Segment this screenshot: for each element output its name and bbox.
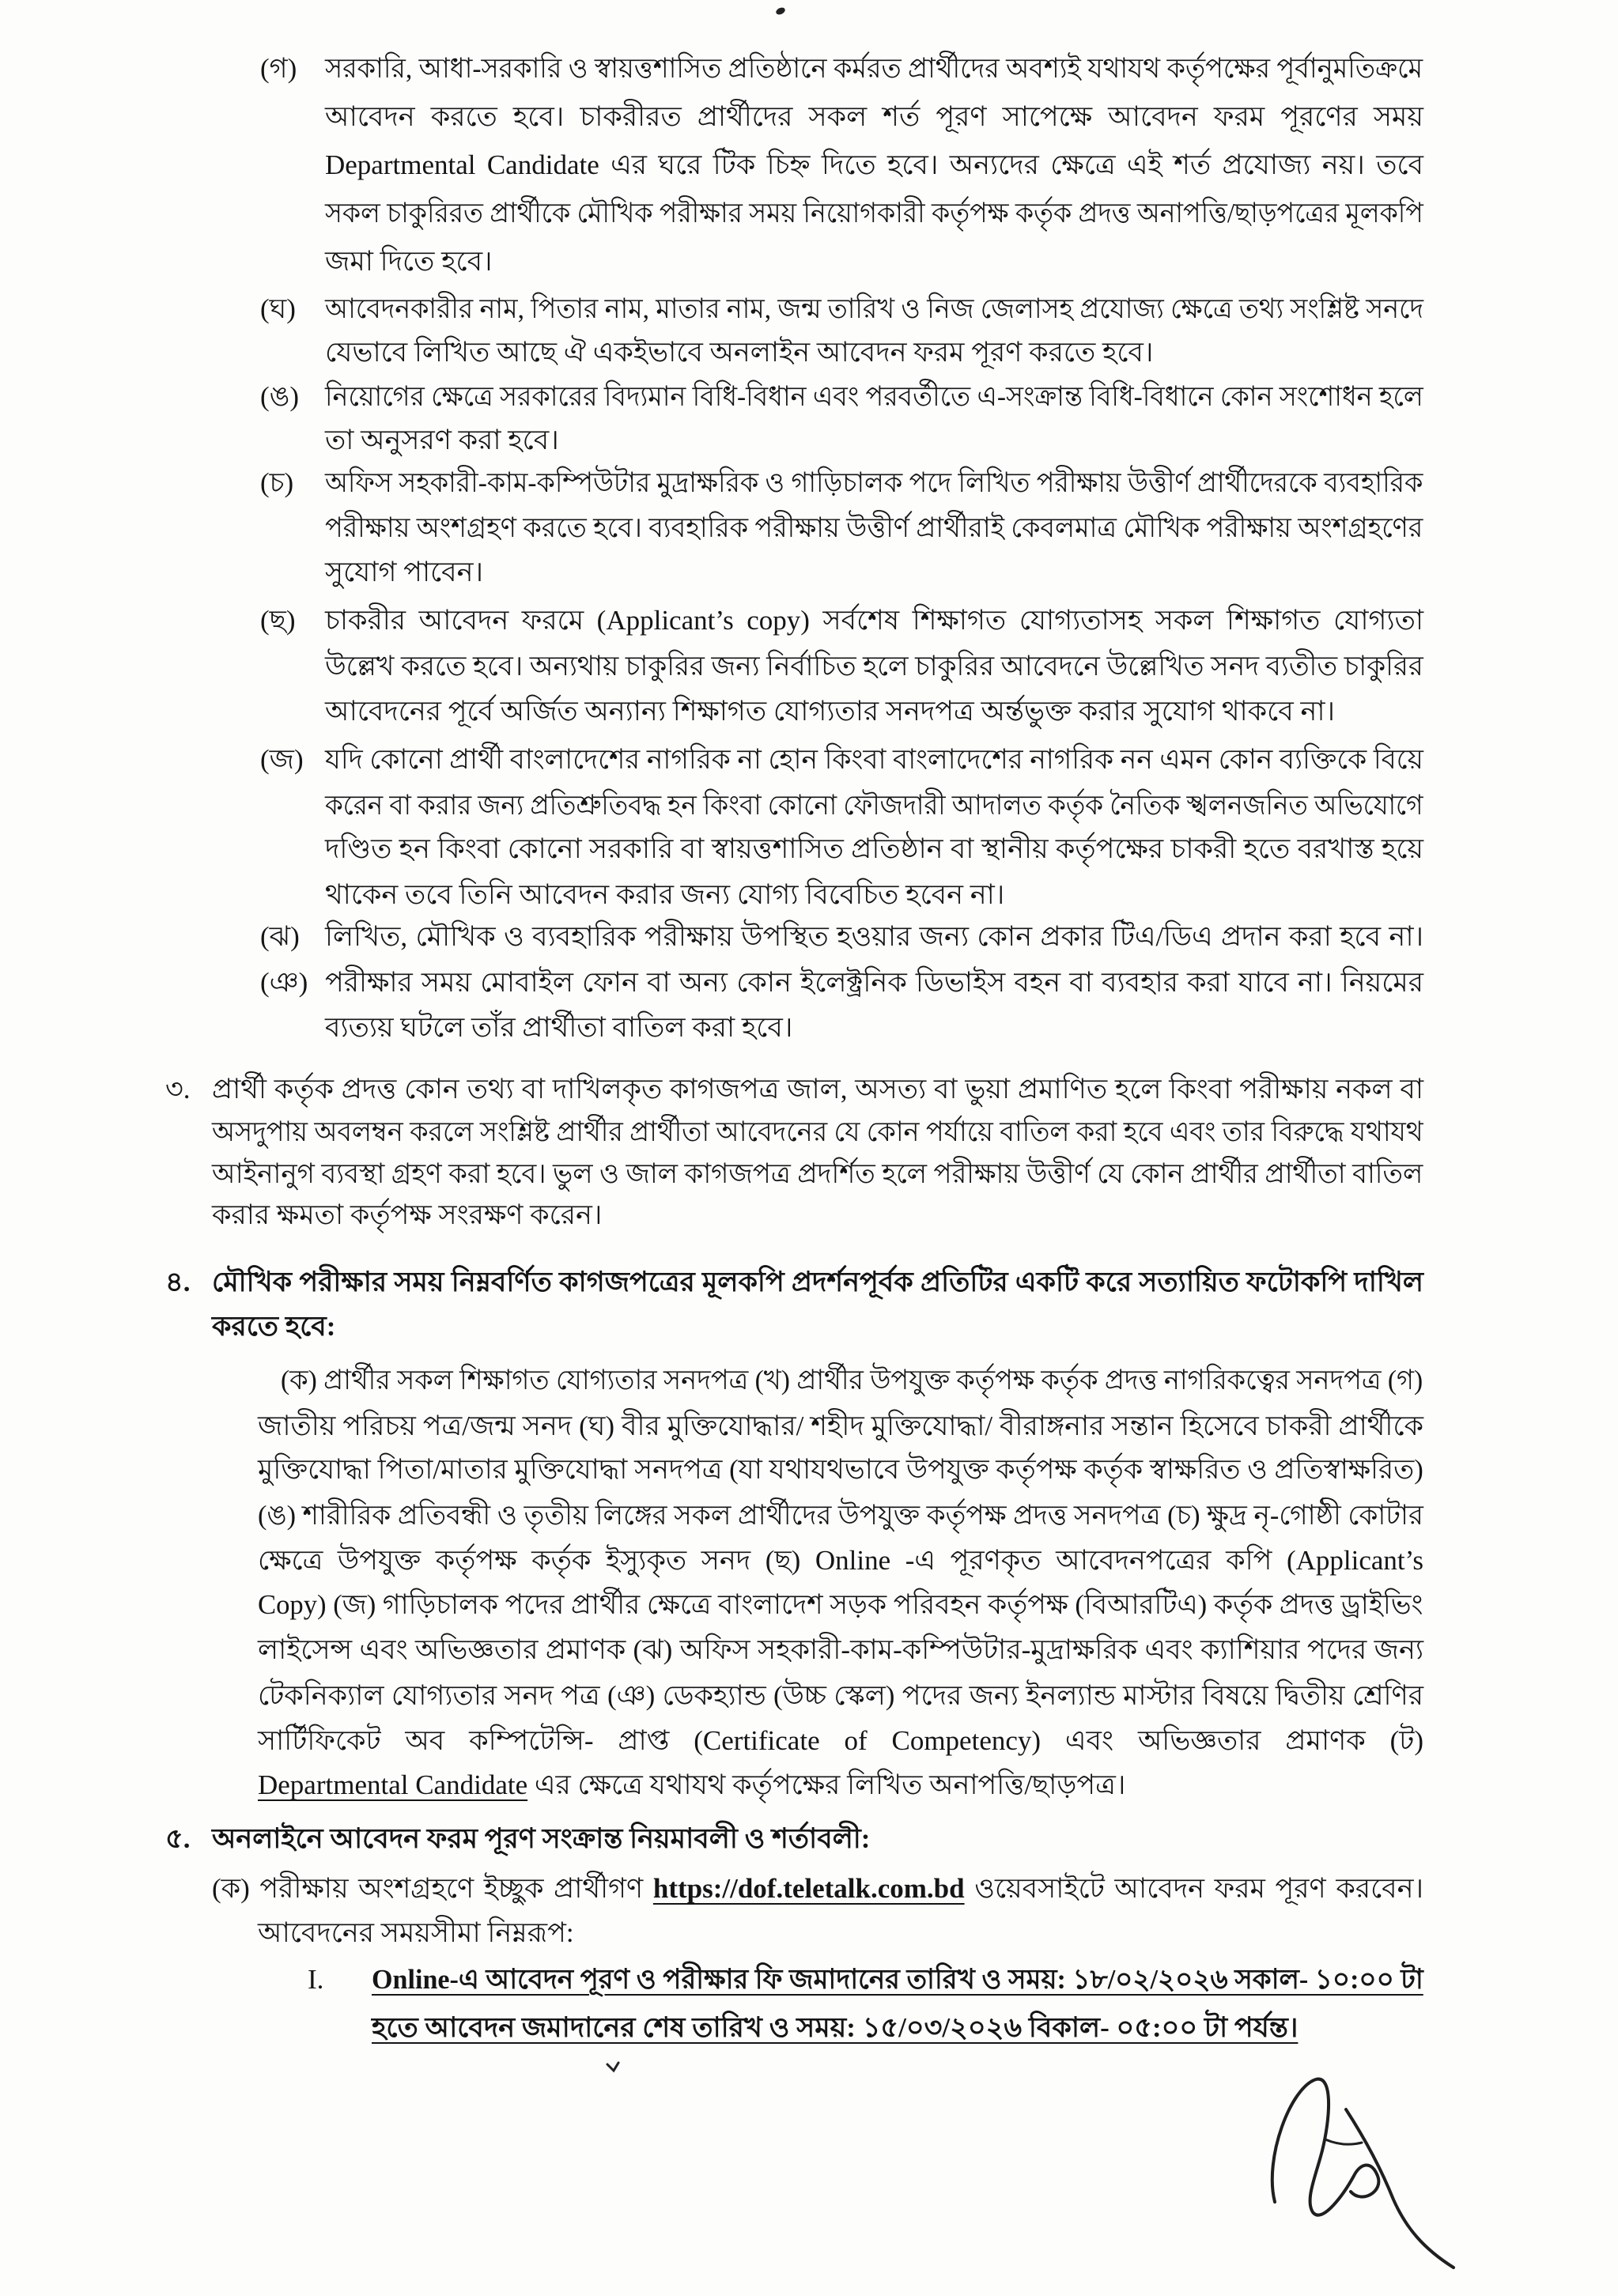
item-g-label: (গ): [260, 53, 297, 84]
documents-list-line: টেকনিক্যাল যোগ্যতার সনদ পত্র (ঞ) ডেকহ্যান্ড (উচ্চ স্কেল) পদের জন্য ইনল্যান্ড মাস্টার বিষয়ে দ্বিতীয় শ্রেণির: [258, 1680, 1423, 1711]
item-j-line: যদি কোনো প্রার্থী বাংলাদেশের নাগরিক না হোন কিংবা বাংলাদেশের নাগরিক নন এমন কোন ব্যক্তিকে বিয়ে: [325, 744, 1423, 775]
deadline-label: I.: [308, 1964, 324, 1995]
section-3-number: ৩.: [165, 1074, 191, 1105]
item-gh-line: যেভাবে লিখিত আছে ঐ একইভাবে অনলাইন আবেদন ফরম পূরণ করতে হবে।: [325, 337, 1154, 368]
item-k-text: পরীক্ষায় অংশগ্রহণে ইচ্ছুক প্রার্থীগণ: [259, 1873, 644, 1904]
departmental-candidate-text: Departmental Candidate: [258, 1769, 528, 1800]
item-chh-line: আবেদনের পূর্বে অর্জিত অন্যান্য শিক্ষাগত যোগ্যতার সনদপত্র অর্ন্তভুক্ত করার সুযোগ থাকবে না।: [325, 696, 1336, 727]
item-ch-line: অফিস সহকারী-কাম-কম্পিউটার মুদ্রাক্ষরিক ও গাড়িচালক পদে লিখিত পরীক্ষায় উত্তীর্ণ প্রার্থীদেরকে ব্যবহারিক: [325, 467, 1423, 498]
item-ng-line: তা অনুসরণ করা হবে।: [325, 425, 559, 455]
section-3-line: প্রার্থী কর্তৃক প্রদত্ত কোন তথ্য বা দাখিলকৃত কাগজপত্র জাল, অসত্য বা ভুয়া প্রমাণিত হলে কিংবা পরীক্ষায় নকল বা: [212, 1074, 1423, 1105]
section-5-number: ৫.: [165, 1823, 191, 1854]
item-ng-line: নিয়োগের ক্ষেত্রে সরকারের বিদ্যমান বিধি-বিধান এবং পরবর্তীতে এ-সংক্রান্ত বিধি-বিধানে কোন সংশোধন হলে: [325, 381, 1423, 412]
item-ch-label: (চ): [260, 467, 294, 498]
item-k-label: (ক): [212, 1873, 250, 1904]
item-g-line: জমা দিতে হবে।: [325, 246, 493, 277]
item-j-line: করেন বা করার জন্য প্রতিশ্রুতিবদ্ধ হন কিংবা কোনো ফৌজদারী আদালত কর্তৃক নৈতিক স্খলনজনিত অভিযোগে: [325, 790, 1423, 821]
section-3-line: করার ক্ষমতা কর্তৃপক্ষ সংরক্ষণ করেন।: [212, 1199, 603, 1230]
deadline-text: Online-এ আবেদন পূরণ ও পরীক্ষার ফি জমাদানের তারিখ ও সময়: ১৮/০২/২০২৬ সকাল- ১০:০০ টা: [372, 1964, 1423, 1995]
deadline-text: হতে আবেদন জমাদানের শেষ তারিখ ও সময়: ১৫/০৩/২০২৬ বিকাল- ০৫:০০ টা পর্যন্ত।: [372, 2012, 1299, 2043]
section-4-number: ৪.: [165, 1267, 191, 1297]
item-gh-line: আবেদনকারীর নাম, পিতার নাম, মাতার নাম, জন্ম তারিখ ও নিজ জেলাসহ প্রযোজ্য ক্ষেত্রে তথ্য সংশ্লিষ্ট সনদে: [325, 293, 1423, 324]
item-k-text: ওয়েবসাইটে আবেদন ফরম পূরণ করবেন।: [974, 1873, 1424, 1904]
section-5-heading: অনলাইনে আবেদন ফরম পূরণ সংক্রান্ত নিয়মাবলী ও শর্তাবলী:: [212, 1823, 871, 1854]
section-3-line: অসদুপায় অবলম্বন করলে সংশ্লিষ্ট প্রার্থীর প্রার্থীতা আবেদনের যে কোন পর্যায়ে বাতিল করা হবে এবং তার বিরুদ্ধে যথাযথ: [212, 1116, 1423, 1147]
documents-list-line: Copy) (জ) গাড়িচালক পদের প্রার্থীর ক্ষেত্রে বাংলাদেশ সড়ক পরিবহন কর্তৃপক্ষ (বিআরটিএ) কর্তৃক প্রদত্ত ড্রাইভিং: [258, 1589, 1423, 1620]
item-jh-line: লিখিত, মৌখিক ও ব্যবহারিক পরীক্ষায় উপস্থিত হওয়ার জন্য কোন প্রকার টিএ/ডিএ প্রদান করা হবে না।: [325, 921, 1423, 952]
item-gh-label: (ঘ): [260, 293, 296, 324]
item-chh-label: (ছ): [260, 605, 296, 636]
section-5-item-k-line: [212, 1867, 1423, 1911]
item-g-line: সরকারি, আধা-সরকারি ও স্বায়ত্তশাসিত প্রতিষ্ঠানে কর্মরত প্রার্থীদের অবশ্যই যথাযথ কর্তৃপক্ষের পূর্বানুমতিক্রমে: [325, 53, 1423, 84]
section-5-item-k-line: আবেদনের সময়সীমা নিম্নরূপ:: [258, 1917, 574, 1948]
scan-speck: [604, 2060, 623, 2077]
item-j-line: থাকেন তবে তিনি আবেদন করার জন্য যোগ্য বিবেচিত হবেন না।: [325, 879, 1005, 910]
deadline-line: [372, 2006, 1423, 2050]
documents-list-line: ক্ষেত্রে উপযুক্ত কর্তৃপক্ষ কর্তৃক ইস্যুকৃত সনদ (ছ) Online -এ পূরণকৃত আবেদনপত্রের কপি (Applicant’s: [258, 1545, 1423, 1576]
item-ny-label: (ঞ): [260, 967, 308, 998]
item-ny-line: ব্যত্যয় ঘটলে তাঁর প্রার্থীতা বাতিল করা হবে।: [325, 1012, 793, 1043]
documents-list-line: মুক্তিযোদ্ধা পিতা/মাতার মুক্তিযোদ্ধা সনদপত্র (যা যথাযথভাবে উপযুক্ত কর্তৃপক্ষ কর্তৃক স্বাক্ষরিত ও প্রতিস্বাক্ষরিত): [258, 1454, 1423, 1485]
item-ch-line: সুযোগ পাবেন।: [325, 557, 484, 587]
item-ng-label: (ঙ): [260, 381, 299, 412]
item-chh-line: উল্লেখ করতে হবে। অন্যথায় চাকুরির জন্য নির্বাচিত হলে চাকুরির আবেদনে উল্লেখিত সনদ ব্যতীত চাকুরির: [325, 651, 1423, 682]
section-3-line: আইনানুগ ব্যবস্থা গ্রহণ করা হবে। ভুল ও জাল কাগজপত্র প্রদর্শিত হলে পরীক্ষায় উত্তীর্ণ যে কোন প্রার্থীর প্রার্থীতা বাতিল: [212, 1158, 1423, 1189]
documents-list-line: (ক) প্রার্থীর সকল শিক্ষাগত যোগ্যতার সনদপত্র (খ) প্রার্থীর উপযুক্ত কর্তৃপক্ষ কর্তৃক প্রদত্ত নাগরিকত্বের সনদপত্র (গ): [281, 1365, 1423, 1395]
application-website-url: https://dof.teletalk.com.bd: [652, 1873, 965, 1904]
item-ny-line: পরীক্ষার সময় মোবাইল ফোন বা অন্য কোন ইলেক্ট্রনিক ডিভাইস বহন বা ব্যবহার করা যাবে না। নিয়মের: [325, 967, 1423, 998]
documents-list-line: লাইসেন্স এবং অভিজ্ঞতার প্রমাণক (ঝ) অফিস সহকারী-কাম-কম্পিউটার-মুদ্রাক্ষরিক এবং ক্যাশিয়ার পদের জন্য: [258, 1634, 1423, 1665]
item-ch-line: পরীক্ষায় অংশগ্রহণ করতে হবে। ব্যবহারিক পরীক্ষায় উত্তীর্ণ প্রার্থীরাই কেবলমাত্র মৌখিক পরীক্ষায় অংশগ্রহণের: [325, 512, 1423, 543]
documents-list-line: (ঙ) শারীরিক প্রতিবন্ধী ও তৃতীয় লিঙ্গের সকল প্রার্থীদের উপযুক্ত কর্তৃপক্ষ প্রদত্ত সনদপত্র (চ) ক্ষুদ্র নৃ-গোষ্ঠী কোটার: [258, 1500, 1423, 1531]
item-j-line: দণ্ডিত হন কিংবা কোনো সরকারি বা স্বায়ত্তশাসিত প্রতিষ্ঠান বা স্থানীয় কর্তৃপক্ষের চাকরী হতে বরখাস্ত হয়ে: [325, 833, 1423, 864]
documents-last-text: এর ক্ষেত্রে যথাযথ কর্তৃপক্ষের লিখিত অনাপত্তি/ছাড়পত্র।: [534, 1769, 1126, 1800]
item-chh-line: চাকরীর আবেদন ফরমে (Applicant’s copy) সর্বশেষ শিক্ষাগত যোগ্যতাসহ সকল শিক্ষাগত যোগ্যতা: [325, 605, 1423, 636]
item-g-line: Departmental Candidate এর ঘরে টিক চিহ্ন দিতে হবে। অন্যদের ক্ষেত্রে এই শর্ত প্রযোজ্য নয়। তবে: [325, 149, 1423, 180]
section-4-heading-line: মৌখিক পরীক্ষার সময় নিম্নবর্ণিত কাগজপত্রের মূলকপি প্রদর্শনপূর্বক প্রতিটির একটি করে সত্যায়িত ফটোকপি দাখিল: [212, 1267, 1423, 1297]
item-g-line: আবেদন করতে হবে। চাকরীরত প্রার্থীদের সকল শর্ত পূরণ সাপেক্ষে আবেদন ফরম পূরণের সময়: [325, 101, 1423, 132]
documents-list-line: সার্টিফিকেট অব কম্পিটেন্সি- প্রাপ্ত (Certificate of Competency) এবং অভিজ্ঞতার প্রমাণক (ট): [258, 1725, 1423, 1756]
documents-list-line: জাতীয় পরিচয় পত্র/জন্ম সনদ (ঘ) বীর মুক্তিযোদ্ধার/ শহীদ মুক্তিযোদ্ধা/ বীরাঙ্গনার সন্তান হিসেবে চাকরী প্রার্থীকে: [258, 1410, 1423, 1441]
deadline-line: [372, 1958, 1423, 2002]
section-4-heading-line: করতে হবে:: [212, 1311, 336, 1342]
signature: [1257, 2064, 1463, 2277]
item-jh-label: (ঝ): [260, 921, 300, 952]
scan-speck: [773, 5, 789, 17]
item-g-line: সকল চাকুরিরত প্রার্থীকে মৌখিক পরীক্ষার সময় নিয়োগকারী কর্তৃপক্ষ কর্তৃক প্রদত্ত অনাপত্তি/ছাড়পত্রের মূলকপি: [325, 198, 1423, 228]
documents-list-line: [258, 1763, 1423, 1807]
item-j-label: (জ): [260, 744, 304, 775]
